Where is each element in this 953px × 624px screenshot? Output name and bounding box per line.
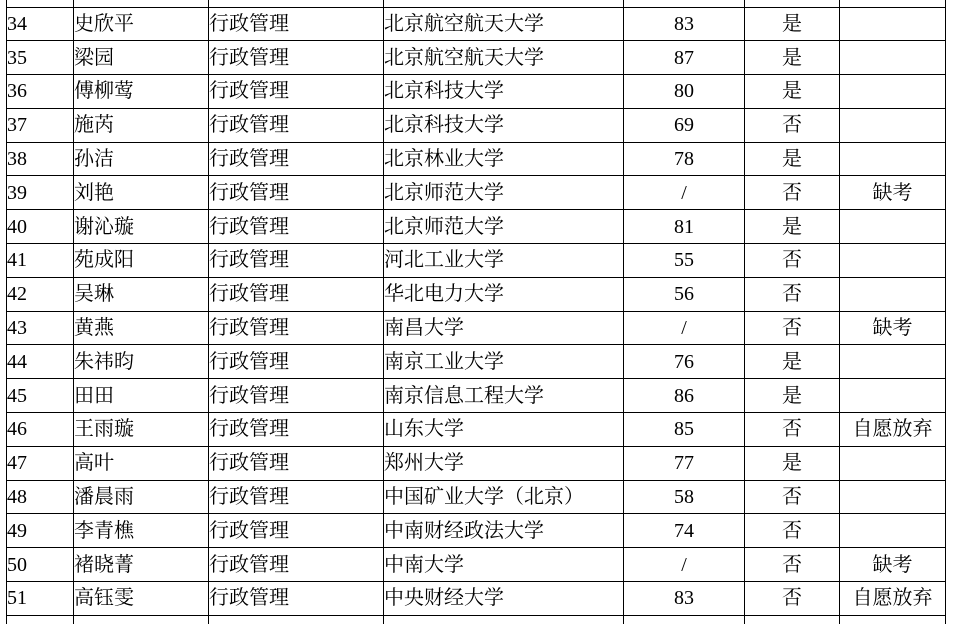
- cell-remark: [840, 345, 946, 379]
- table-row: [7, 548, 946, 582]
- cell-score: /: [624, 548, 745, 582]
- table-row: [7, 108, 946, 142]
- cell-university: 北京科技大学: [384, 108, 624, 142]
- cell-university: 河北工业大学: [384, 244, 624, 278]
- partial-cell: [74, 0, 209, 7]
- cell-major: 行政管理: [209, 548, 384, 582]
- cell-score: 76: [624, 345, 745, 379]
- cell-student-name: 吴琳: [74, 277, 209, 311]
- cell-score: 87: [624, 41, 745, 75]
- cell-university: 华北电力大学: [384, 277, 624, 311]
- cell-remark: [840, 210, 946, 244]
- cell-university: 北京航空航天大学: [384, 41, 624, 75]
- cell-major: 行政管理: [209, 345, 384, 379]
- cell-remark: [840, 75, 946, 109]
- cell-row-number: 50: [7, 548, 74, 582]
- cell-row-number: 46: [7, 413, 74, 447]
- cell-pass-flag: 否: [745, 548, 840, 582]
- cell-student-name: 潘晨雨: [74, 480, 209, 514]
- cell-university: 北京航空航天大学: [384, 7, 624, 41]
- cell-major: 行政管理: [209, 75, 384, 109]
- cell-row-number: 49: [7, 514, 74, 548]
- cell-score: 69: [624, 108, 745, 142]
- cell-major: 行政管理: [209, 41, 384, 75]
- partial-cell: [7, 0, 74, 7]
- cell-university: 南京工业大学: [384, 345, 624, 379]
- cell-pass-flag: 是: [745, 379, 840, 413]
- cell-row-number: 35: [7, 41, 74, 75]
- cell-remark: [840, 244, 946, 278]
- table-row: [7, 514, 946, 548]
- cell-university: 中南财经政法大学: [384, 514, 624, 548]
- cell-score: 58: [624, 480, 745, 514]
- partial-cell: [384, 615, 624, 624]
- cell-remark: 自愿放弃: [840, 413, 946, 447]
- cell-row-number: 40: [7, 210, 74, 244]
- results-table: [6, 0, 946, 624]
- cell-major: 行政管理: [209, 514, 384, 548]
- cell-score: 81: [624, 210, 745, 244]
- partial-cell: [384, 0, 624, 7]
- cell-major: 行政管理: [209, 7, 384, 41]
- cell-pass-flag: 否: [745, 413, 840, 447]
- table-row: [7, 413, 946, 447]
- cell-score: 86: [624, 379, 745, 413]
- cell-university: 中央财经大学: [384, 582, 624, 616]
- cell-student-name: 黄燕: [74, 311, 209, 345]
- cell-student-name: 李青樵: [74, 514, 209, 548]
- cell-pass-flag: 是: [745, 142, 840, 176]
- cell-pass-flag: 是: [745, 446, 840, 480]
- cell-university: 北京林业大学: [384, 142, 624, 176]
- cell-remark: [840, 108, 946, 142]
- cell-remark: [840, 277, 946, 311]
- partial-cell: [209, 0, 384, 7]
- cell-row-number: 41: [7, 244, 74, 278]
- cell-remark: 缺考: [840, 548, 946, 582]
- cell-pass-flag: 否: [745, 480, 840, 514]
- cell-row-number: 36: [7, 75, 74, 109]
- cell-score: 56: [624, 277, 745, 311]
- cell-university: 北京师范大学: [384, 210, 624, 244]
- partial-cell: [840, 615, 946, 624]
- cell-major: 行政管理: [209, 244, 384, 278]
- cell-university: 郑州大学: [384, 446, 624, 480]
- cell-student-name: 苑成阳: [74, 244, 209, 278]
- table-row: [7, 480, 946, 514]
- cell-student-name: 史欣平: [74, 7, 209, 41]
- cell-student-name: 梁园: [74, 41, 209, 75]
- table-row: [7, 311, 946, 345]
- cell-major: 行政管理: [209, 142, 384, 176]
- partial-cell: [7, 615, 74, 624]
- cell-pass-flag: 否: [745, 244, 840, 278]
- cell-student-name: 施芮: [74, 108, 209, 142]
- cell-row-number: 38: [7, 142, 74, 176]
- cell-major: 行政管理: [209, 176, 384, 210]
- cell-pass-flag: 是: [745, 41, 840, 75]
- cell-pass-flag: 是: [745, 210, 840, 244]
- cell-remark: [840, 514, 946, 548]
- table-row: [7, 582, 946, 616]
- partial-cell: [745, 0, 840, 7]
- partial-cell: [74, 615, 209, 624]
- cell-pass-flag: 否: [745, 582, 840, 616]
- cell-university: 山东大学: [384, 413, 624, 447]
- cell-university: 南昌大学: [384, 311, 624, 345]
- cell-score: 85: [624, 413, 745, 447]
- partial-cell: [624, 0, 745, 7]
- cell-pass-flag: 否: [745, 514, 840, 548]
- cell-row-number: 39: [7, 176, 74, 210]
- cell-university: 南京信息工程大学: [384, 379, 624, 413]
- cell-remark: 缺考: [840, 311, 946, 345]
- partial-cell: [840, 0, 946, 7]
- cell-remark: [840, 379, 946, 413]
- cell-pass-flag: 否: [745, 108, 840, 142]
- partial-cell: [745, 615, 840, 624]
- cell-student-name: 褚晓菁: [74, 548, 209, 582]
- cell-remark: [840, 142, 946, 176]
- cell-pass-flag: 否: [745, 277, 840, 311]
- cell-score: 77: [624, 446, 745, 480]
- cell-row-number: 51: [7, 582, 74, 616]
- cell-university: 北京科技大学: [384, 75, 624, 109]
- cell-university: 北京师范大学: [384, 176, 624, 210]
- table-row: [7, 210, 946, 244]
- table-row: [7, 345, 946, 379]
- partial-cell: [209, 615, 384, 624]
- table-row: [7, 379, 946, 413]
- cell-score: /: [624, 311, 745, 345]
- cell-pass-flag: 是: [745, 345, 840, 379]
- cell-major: 行政管理: [209, 108, 384, 142]
- cell-university: 中国矿业大学（北京）: [384, 480, 624, 514]
- cell-score: 74: [624, 514, 745, 548]
- cell-remark: [840, 446, 946, 480]
- cell-remark: [840, 41, 946, 75]
- cell-pass-flag: 是: [745, 75, 840, 109]
- cell-major: 行政管理: [209, 480, 384, 514]
- cell-score: /: [624, 176, 745, 210]
- cell-score: 83: [624, 582, 745, 616]
- cell-university: 中南大学: [384, 548, 624, 582]
- cell-score: 80: [624, 75, 745, 109]
- cell-student-name: 王雨璇: [74, 413, 209, 447]
- cell-major: 行政管理: [209, 210, 384, 244]
- table-row: [7, 277, 946, 311]
- cell-major: 行政管理: [209, 379, 384, 413]
- cell-row-number: 48: [7, 480, 74, 514]
- cell-student-name: 高钰雯: [74, 582, 209, 616]
- cell-student-name: 田田: [74, 379, 209, 413]
- cell-pass-flag: 否: [745, 311, 840, 345]
- cell-row-number: 37: [7, 108, 74, 142]
- cell-student-name: 朱祎昀: [74, 345, 209, 379]
- cell-row-number: 45: [7, 379, 74, 413]
- table-row: [7, 142, 946, 176]
- cell-student-name: 傅柳莺: [74, 75, 209, 109]
- cell-row-number: 44: [7, 345, 74, 379]
- cell-major: 行政管理: [209, 277, 384, 311]
- cell-major: 行政管理: [209, 311, 384, 345]
- partial-row-bottom: [7, 615, 946, 624]
- cell-remark: 自愿放弃: [840, 582, 946, 616]
- table-row: [7, 446, 946, 480]
- results-table-container: [6, 0, 953, 624]
- table-row: [7, 75, 946, 109]
- cell-row-number: 34: [7, 7, 74, 41]
- cell-major: 行政管理: [209, 446, 384, 480]
- partial-cell: [624, 615, 745, 624]
- cell-row-number: 43: [7, 311, 74, 345]
- cell-student-name: 刘艳: [74, 176, 209, 210]
- cell-pass-flag: 否: [745, 176, 840, 210]
- cell-score: 55: [624, 244, 745, 278]
- table-row: [7, 244, 946, 278]
- cell-student-name: 孙洁: [74, 142, 209, 176]
- table-row: [7, 7, 946, 41]
- table-row: [7, 41, 946, 75]
- cell-major: 行政管理: [209, 582, 384, 616]
- cell-remark: [840, 7, 946, 41]
- cell-score: 83: [624, 7, 745, 41]
- cell-remark: [840, 480, 946, 514]
- partial-row-top: [7, 0, 946, 7]
- cell-row-number: 47: [7, 446, 74, 480]
- cell-score: 78: [624, 142, 745, 176]
- cell-remark: 缺考: [840, 176, 946, 210]
- cell-student-name: 高叶: [74, 446, 209, 480]
- cell-student-name: 谢沁璇: [74, 210, 209, 244]
- cell-pass-flag: 是: [745, 7, 840, 41]
- cell-major: 行政管理: [209, 413, 384, 447]
- cell-row-number: 42: [7, 277, 74, 311]
- table-row: [7, 176, 946, 210]
